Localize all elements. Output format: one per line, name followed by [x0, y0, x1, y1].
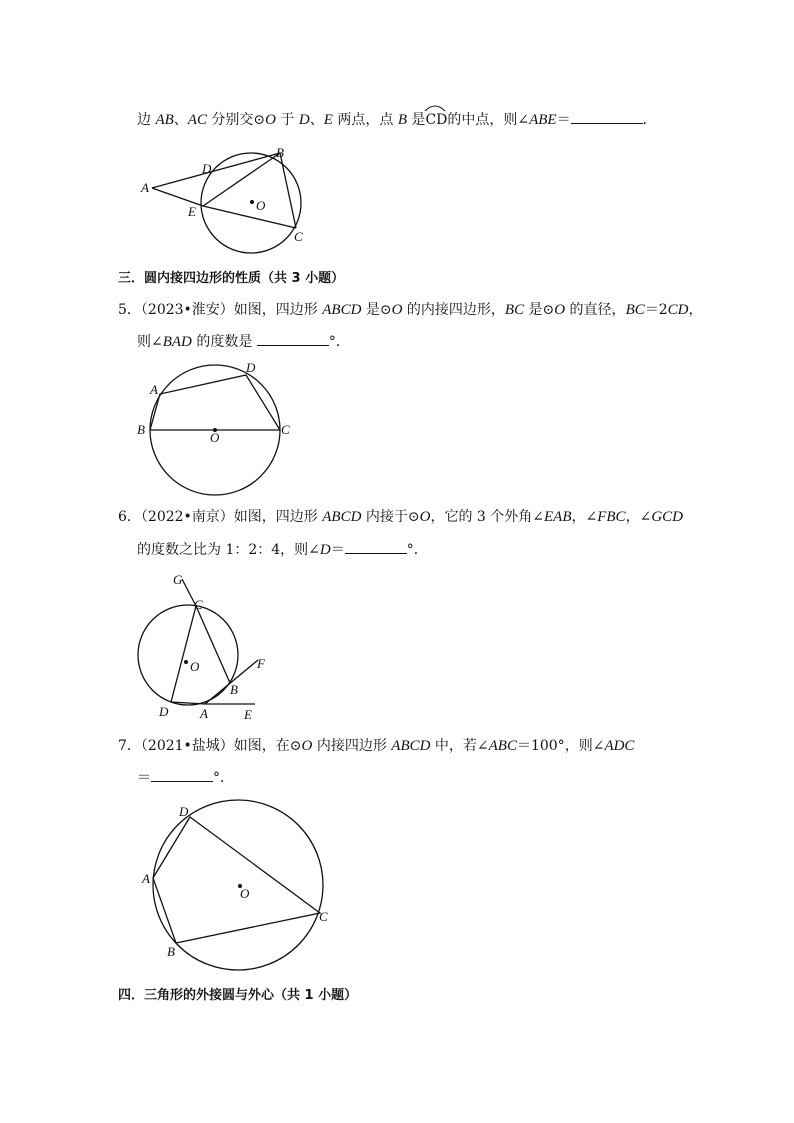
q5-figure	[130, 355, 310, 500]
answer-blank-q4[interactable]	[571, 109, 643, 124]
label-d: D	[202, 161, 212, 176]
q5-line2: 则∠BAD 的度数是 °．	[137, 331, 350, 351]
q4-text: 边 AB、AC 分别交⊙O 于 D、E 两点，点 B 是 CD的中点，则∠ABE＝ ．	[137, 109, 657, 129]
segment-cd	[171, 606, 196, 702]
answer-blank-q7[interactable]	[151, 767, 213, 782]
arc-cd: CD	[425, 111, 447, 129]
label-o: O	[240, 886, 250, 901]
segment-eb	[203, 153, 280, 206]
label-e: E	[188, 204, 196, 219]
label-a: A	[150, 382, 158, 397]
center-o-dot	[184, 660, 188, 664]
label-d: D	[179, 804, 189, 819]
q7-figure	[135, 795, 335, 980]
center-o-dot	[250, 200, 254, 204]
section-heading-4: 四．三角形的外接圆与外心（共 1 小题）	[118, 988, 358, 1003]
q7-circle	[153, 800, 323, 970]
q6-line2: 的度数之比为 1：2：4，则∠D＝ °．	[137, 539, 428, 559]
label-d: D	[159, 704, 169, 719]
q5-line1: 5．（2023•淮安）如图，四边形 ABCD 是⊙O 的内接四边形，BC 是⊙O 的直径，BC＝2CD，	[118, 302, 703, 318]
label-c: C	[294, 229, 303, 244]
label-c: C	[194, 597, 203, 612]
segment-bc	[280, 153, 296, 228]
q6-line1: 6．（2022•南京）如图，四边形 ABCD 内接于⊙O，它的 3 个外角∠EAB，∠FBC，∠GCD	[118, 509, 683, 525]
label-g: G	[173, 572, 183, 587]
q7-line2: ＝ °．	[137, 767, 234, 787]
q4-figure	[130, 140, 330, 260]
label-o: O	[210, 430, 220, 445]
label-e: E	[244, 707, 252, 722]
answer-blank-q6[interactable]	[345, 539, 407, 554]
label-o: O	[256, 198, 266, 213]
segment-cb	[196, 606, 230, 683]
label-b: B	[276, 145, 284, 160]
segment-ec	[203, 206, 296, 228]
arc-symbol-icon	[424, 102, 446, 112]
section-heading-3: 三．圆内接四边形的性质（共 3 小题）	[118, 271, 345, 286]
label-b: B	[167, 944, 175, 959]
label-d: D	[246, 360, 256, 375]
label-b: B	[137, 422, 145, 437]
q6-figure	[130, 570, 280, 725]
label-f: F	[257, 656, 265, 671]
quadrilateral-dcba	[153, 817, 320, 943]
label-a: A	[200, 706, 208, 721]
segment-ab	[152, 153, 280, 188]
label-a: A	[142, 871, 150, 886]
label-c: C	[281, 422, 290, 437]
answer-blank-q5[interactable]	[257, 331, 329, 346]
q6-circle	[138, 605, 238, 705]
label-b: B	[230, 682, 238, 697]
label-o: O	[190, 659, 200, 674]
q7-line1: 7．（2021•盐城）如图，在⊙O 内接四边形 ABCD 中，若∠ABC＝100°，则∠ADC	[118, 738, 635, 754]
label-c: C	[319, 909, 328, 924]
label-a: A	[141, 180, 149, 195]
